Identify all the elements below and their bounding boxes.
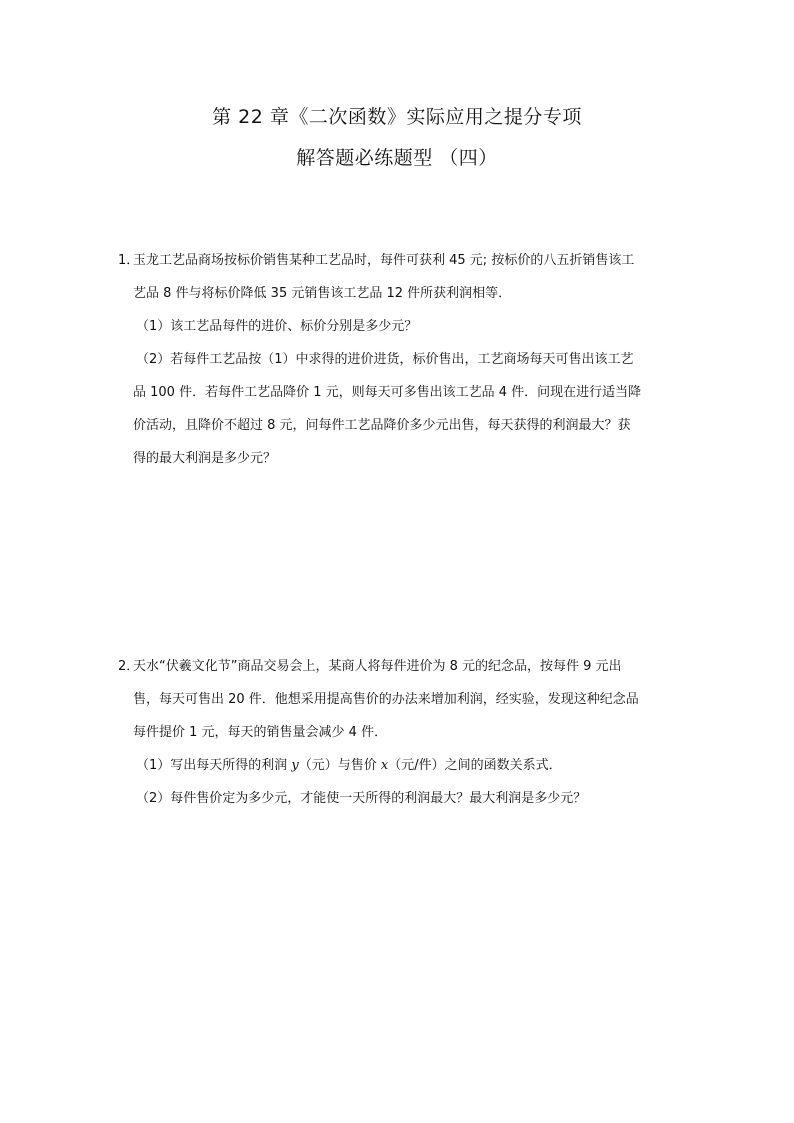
problem-2-question-1-part-c: （元/件）之间的函数关系式．	[388, 758, 562, 773]
problem-1-question-2-line-4: 得的最大利润是多少元？	[133, 451, 277, 466]
problem-2-question-1	[118, 749, 678, 782]
problem-1-question-2-line-3: 价活动，且降价不超过 8 元，问每件工艺品降价多少元出售，每天获得的利润最大？获	[133, 418, 631, 433]
page-subtitle: 解答题必练题型 （四）	[296, 147, 498, 169]
problem-2-stem-line-1: 天水“伏羲文化节”商品交易会上，某商人将每件进价为 8 元的纪念品，按每件 9 元出	[133, 659, 622, 674]
variable-x: x	[380, 758, 389, 773]
problem-2-question-1-part-b: （元）与售价	[298, 758, 381, 773]
problem-1-question-2-line-2: 品 100 件．若每件工艺品降价 1 元，则每天可多售出该工艺品 4 件．问现在进行适当降	[133, 385, 642, 400]
problem-2-question-2: （2）每件售价定为多少元，才能使一天所得的利润最大？最大利润是多少元？	[136, 791, 587, 806]
problem-2-number: 2．	[118, 659, 140, 674]
problem-1-stem-line-2: 艺品 8 件与将标价降低 35 元销售该工艺品 12 件所获利润相等．	[133, 286, 512, 301]
problem-1	[118, 244, 678, 475]
problem-2-stem	[118, 650, 678, 683]
problem-1-number: 1．	[118, 253, 140, 268]
problem-2-stem-line-3: 每件提价 1 元，每天的销售量会减少 4 件．	[133, 725, 388, 740]
problem-2	[118, 650, 678, 815]
problem-1-stem	[118, 244, 678, 277]
page-title: 第 22 章《二次函数》实际应用之提分专项	[212, 106, 582, 128]
variable-y: y	[291, 758, 299, 773]
problem-2-question-1-part-a: （1）写出每天所得的利润	[136, 758, 292, 773]
problem-1-question-1: （1）该工艺品每件的进价、标价分别是多少元？	[136, 319, 418, 334]
problem-2-stem-line-2: 售，每天可售出 20 件．他想采用提高售价的办法来增加利润，经实验，发现这种纪念品	[133, 692, 639, 707]
problem-1-question-2-line-1: （2）若每件工艺品按（1）中求得的进价进货，标价售出，工艺商场每天可售出该工艺	[136, 352, 634, 367]
problem-1-stem-line-1: 玉龙工艺品商场按标价销售某种工艺品时，每件可获利 45 元; 按标价的八五折销售该工	[133, 253, 635, 268]
